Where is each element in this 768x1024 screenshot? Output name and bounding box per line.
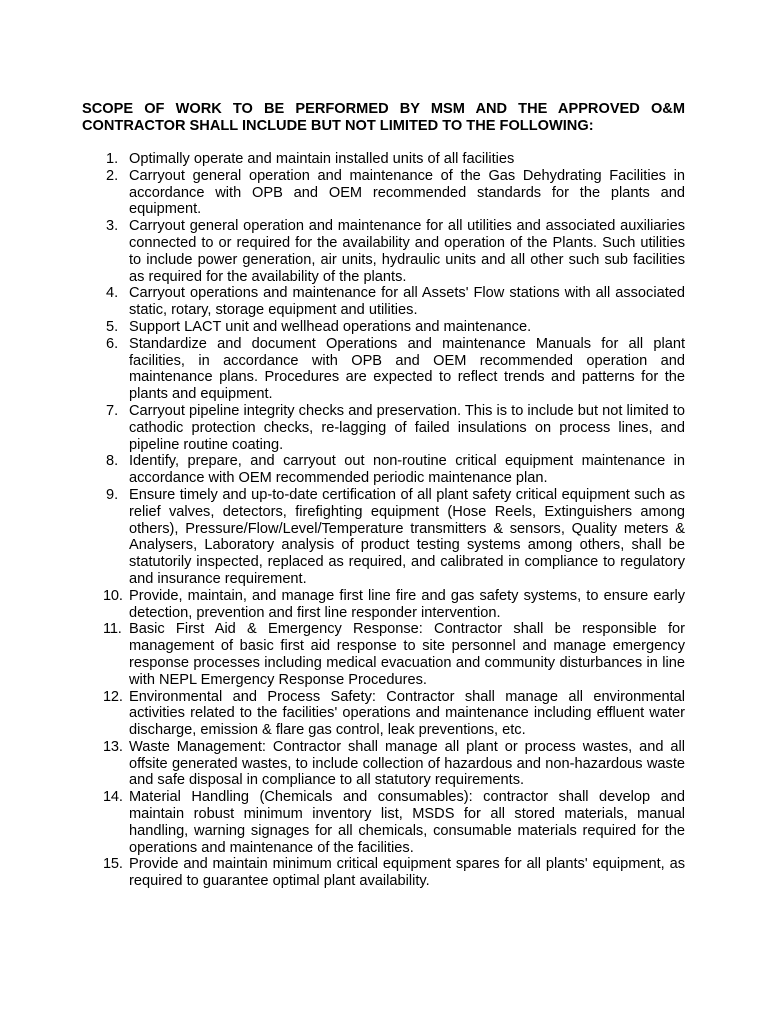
list-item	[82, 621, 685, 688]
list-item-text: Carryout general operation and maintenance for all utilities and associated auxiliaries connected to or required for the availability and operation of the Plants. Such utilities to include power generation, air units, hydraulic units and all other such sub facilities as required for the availability of the plants.	[129, 218, 685, 285]
scope-list	[82, 151, 685, 890]
list-item-number-cell	[82, 319, 129, 336]
list-item-text: Provide, maintain, and manage first line fire and gas safety systems, to ensure early detection, prevention and first line responder intervention.	[129, 587, 685, 621]
list-item-text: Carryout operations and maintenance for all Assets' Flow stations with all associated static, rotary, storage equipment and utilities.	[129, 285, 685, 319]
list-item	[82, 453, 685, 487]
list-item-number-cell	[82, 285, 129, 319]
list-item-number-cell	[82, 336, 129, 403]
list-item-number-cell	[82, 856, 129, 890]
list-item	[82, 588, 685, 622]
list-item-number-cell	[82, 689, 129, 739]
list-item-number: 6.	[106, 335, 119, 352]
list-item-text: Waste Management: Contractor shall manage all plant or process wastes, and all offsite generated wastes, to include collection of hazardous and non-hazardous waste and safe disposal in compliance to all statutory requirements.	[129, 738, 685, 789]
list-item-number: 8.	[106, 453, 119, 470]
list-item-text: Environmental and Process Safety: Contractor shall manage all environmental activities related to the facilities' operations and maintenance including effluent water discharge, emission & flare gas control, leak preventions, etc.	[129, 688, 685, 739]
list-item-text: Carryout pipeline integrity checks and preservation. This is to include but not limited to cathodic protection checks, re-lagging of failed insulations on process lines, and pipeline routine coating.	[129, 402, 685, 453]
list-item-text: Ensure timely and up-to-date certification of all plant safety critical equipment such as relief valves, detectors, firefighting equipment (Hose Reels, Extinguishers among others), Pressure/Flow/Level/Temperature transmitters & sensors, Quality meters & Analysers, Laboratory analysis of product testing systems among others, shall be statutorily inspected, replaced as required, and calibrated in compliance to regulatory and insurance requirement.	[129, 486, 685, 587]
list-item-number: 10.	[103, 587, 123, 604]
list-item-number-cell	[82, 621, 129, 688]
list-item	[82, 218, 685, 285]
list-item-text: Standardize and document Operations and maintenance Manuals for all plant facilities, in accordance with OPB and OEM recommended operation and maintenance plans. Procedures are expected to reflect trends and patterns for the plants and equipment.	[129, 335, 685, 403]
list-item	[82, 689, 685, 739]
list-item-text: Identify, prepare, and carryout out non-routine critical equipment maintenance in accordance with OEM recommended periodic maintenance plan.	[129, 453, 685, 487]
list-item-text: Material Handling (Chemicals and consumables): contractor shall develop and maintain robust minimum inventory list, MSDS for all stored materials, manual handling, warning signages for all chemicals, consumable materials required for the operations and maintenance of the facilities.	[129, 789, 685, 856]
list-item-text: Provide and maintain minimum critical equipment spares for all plants' equipment, as required to guarantee optimal plant availability.	[129, 856, 685, 890]
list-item	[82, 319, 685, 336]
list-item-number-cell	[82, 168, 129, 218]
list-item	[82, 856, 685, 890]
list-item-number: 2.	[106, 167, 119, 184]
list-item-number: 13.	[103, 738, 123, 755]
list-item	[82, 285, 685, 319]
document-page	[82, 101, 685, 890]
list-item-number: 4.	[106, 285, 119, 302]
list-item-number: 11.	[103, 621, 122, 638]
list-item	[82, 739, 685, 789]
list-item-number-cell	[82, 588, 129, 622]
list-item-number: 15.	[103, 856, 123, 873]
list-item	[82, 789, 685, 856]
list-item	[82, 151, 685, 168]
list-item-number-cell	[82, 789, 129, 856]
list-item-text: Basic First Aid & Emergency Response: Contractor shall be responsible for management of basic first aid response to site personnel and manage emergency response processes including medical evacuation and community disturbances in line with NEPL Emergency Response Procedures.	[129, 621, 685, 688]
list-item-number: 7.	[106, 402, 119, 419]
list-item-number: 1.	[106, 151, 119, 167]
list-item	[82, 487, 685, 588]
list-item-number: 12.	[103, 688, 123, 705]
list-item-text: Support LACT unit and wellhead operations and maintenance.	[129, 318, 532, 335]
list-item-number: 9.	[106, 486, 119, 503]
list-item-text: Carryout general operation and maintenance of the Gas Dehydrating Facilities in accordance with OPB and OEM recommended standards for the plants and equipment.	[129, 167, 685, 218]
list-item-text: Optimally operate and maintain installed units of all facilities	[129, 151, 515, 167]
list-item-number-cell	[82, 151, 129, 168]
list-item-number: 5.	[106, 318, 119, 335]
list-item-number-cell	[82, 739, 129, 789]
list-item-number-cell	[82, 218, 129, 285]
scope-heading: SCOPE OF WORK TO BE PERFORMED BY MSM AND THE APPROVED O&M CONTRACTOR SHALL INCLUDE BUT NOT LIMITED TO THE FOLLOWING:	[82, 101, 685, 134]
list-item-number-cell	[82, 487, 129, 588]
list-item	[82, 403, 685, 453]
list-item-number-cell	[82, 453, 129, 487]
list-item-number: 14.	[103, 789, 123, 806]
list-item-number: 3.	[106, 218, 119, 235]
list-item-number-cell	[82, 403, 129, 453]
list-item	[82, 336, 685, 403]
list-item	[82, 168, 685, 218]
